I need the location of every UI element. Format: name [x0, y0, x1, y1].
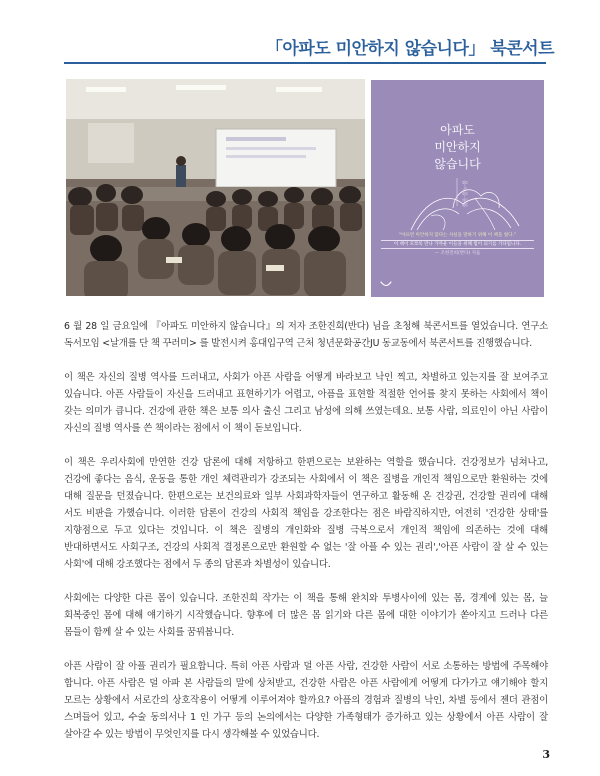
paragraph: 이 책은 우리사회에 만연한 건강 담론에 대해 저항하고 한편으로는 보완하는 역할을 했습니다. 건강정보가 넘쳐나고, 건강에 좋다는 음식, 운동을 통한 개인 체력관리가 강조되는 사회에서 이 책은 질병을 개인적 책임으로만 환원하는 것에 대해 질문을 던졌습니다. 한편으로는 보건의료와 일부 사회과학자들이 연구하고 활동해 온 건강권, 건강할 권리에 대해 서도 비판을 가했습니다. 이러한 담론이 건강의 사회적 책임을 강조한다는 점은 바람직하지만, 여전히 '건강한 상태'를 지향점으로 두고 있다는 것입니다. 이 책은 질병의 개인화와 질병 극복으로서 개인적 책임에 의존하는 것에 대해 반대하면서도 사회구조, 건강의 사회적 결정론으로만 환원할 수 없는 '잘 아플 수 있는 권리','아픈 사람이 잘 살 수 있는 사회'에 대해 강조했다는 점에서 두 종의 담론과 차별성이 있습니다. — [64, 457, 548, 570]
seminar-photo — [66, 79, 365, 296]
paragraph: 사회에는 다양한 다른 몸이 있습니다. 조한진희 작가는 이 책을 통해 완치와 투병사이에 있는 몸, 경계에 있는 몸, 늘 회복중인 몸에 대해 얘기하기 시작했습니다. 향후에 더 많은 몸 읽기와 다른 몸에 대한 이야기가 쏟아지고 드러나 다른 몸들이 함께 살 수 있는 사회를 꿈꿔봅니다. — [64, 593, 548, 638]
page-number: 3 — [542, 748, 550, 761]
paragraph: 이 책은 자신의 질병 역사를 드러내고, 사회가 아픈 사람을 어떻게 바라보고 낙인 찍고, 차별하고 있는지를 잘 보여주고 있습니다. 아픈 사람들이 자신을 드러내고 표현하기가 어렵고, 아픔을 표현할 적절한 언어를 찾지 못하는 사회에서 책이 갖는 의미가 큽니다. 건강에 관한 책은 보통 의사 출신 그리고 남성에 의해 쓰였는데요. 보통 사람, 의료인이 아닌 사람이 자신의 질병 역사를 쓴 책이라는 점에서 이 책이 돋보입니다. — [64, 372, 548, 434]
book-cover — [371, 80, 544, 297]
smile-logo-icon — [380, 280, 392, 288]
article-body — [64, 318, 548, 743]
title-divider — [64, 62, 546, 64]
cover-title: 아파도 미안하지 않습니다 — [434, 123, 481, 171]
cover-illustration — [371, 80, 544, 297]
cover-quote: "아프면 미안하지 않다는 사실을 말하기 위해 이 책을 썼다." 이 책이 모쪼록 만나 가까운 이들을 위해 힘이 되기를 기다립니다. — 조한진희(반다) 지음 — [381, 232, 534, 257]
page-title: 「아파도 미안하지 않습니다」 북콘서트 — [265, 39, 554, 59]
paragraph: 6 월 28 일 금요일에 『아파도 미안하지 않습니다』의 저자 조한진희(반다) 님을 초청해 북콘서트를 열었습니다. 연구소 독서모임 <날개를 단 책 꾸러미> 를 발전시켜 홍대입구역 근처 청년문화공간JU 동교동에서 북콘서트를 진행했습니다. — [64, 321, 548, 349]
svg-text:몸·아픔·돌봄: 몸·아픔·돌봄 — [461, 180, 467, 208]
paragraph: 아픈 사람이 잘 아플 권리가 필요합니다. 특히 아픈 사람과 덜 아픈 사람, 건강한 사람이 서로 소통하는 방법에 주목해야 합니다. 아픈 사람은 덜 아파 본 사람들의 말에 상처받고, 건강한 사람은 아픈 사람에게 어떻게 다가가고 얘기해야 할지 모르는 상황에서 서로간의 상호작용이 어떻게 이루어져야 할까요? 아픔의 경험과 질병의 낙인, 차별 등에서 젠더 관점이 스며들어 있고, 수술 동의서나 1 인 가구 등의 논의에서는 다양한 가족형태가 증가하고 있는 상황에서 아픈 사람이 잘 살아갈 수 있는 방법이 무엇인지를 다시 생각해볼 수 있었습니다. — [64, 661, 548, 740]
